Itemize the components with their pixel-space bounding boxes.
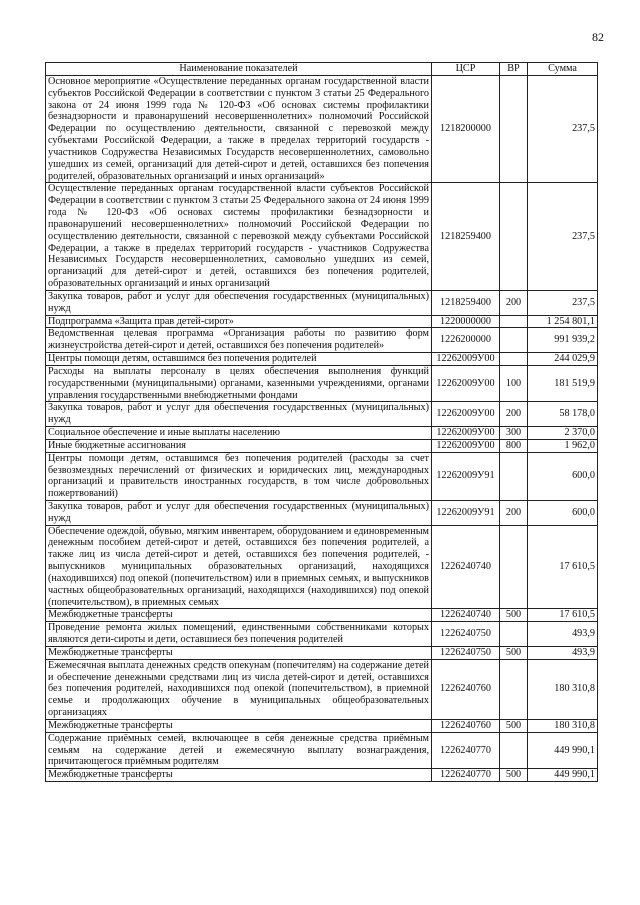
cell-csr: 1226240760: [432, 659, 500, 719]
cell-vr: 500: [500, 719, 528, 732]
cell-name: Обеспечение одеждой, обувью, мягким инвентарем, оборудованием и единовременным денежным пособием детей-сирот и детей, оставшихся без попечения родителей, а также лиц из числа детей-сирот и детей, оставшихся без попечения родителей, - выпускников муниципальных образовательных организаций, находящихся (находившихся) под опекой (попечительством) или в приемных семьях, и выпускников частных общеобразовательных организаций, находящихся (находившихся) под опекой (попечительством), в приемных семьях: [46, 525, 432, 609]
cell-sum: 237,5: [528, 76, 598, 183]
cell-sum: 2 370,0: [528, 427, 598, 440]
cell-csr: 1226200000: [432, 328, 500, 353]
cell-vr: 200: [500, 500, 528, 525]
cell-sum: 237,5: [528, 290, 598, 315]
table-row: [46, 76, 598, 183]
cell-sum: 237,5: [528, 183, 598, 290]
table-row: [46, 439, 598, 452]
cell-csr: 12262009У91: [432, 500, 500, 525]
cell-csr: 12262009У91: [432, 452, 500, 500]
table-row: [46, 315, 598, 328]
cell-vr: [500, 732, 528, 768]
cell-sum: 493,9: [528, 622, 598, 647]
cell-csr: 12262009У00: [432, 365, 500, 401]
cell-csr: 1226240750: [432, 646, 500, 659]
cell-name: Ведомственная целевая программа «Организация работы по развитию форм жизнеустройства детей-сирот и детей, оставшихся без попечения родителей»: [46, 328, 432, 353]
cell-name: Основное мероприятие «Осуществление переданных органам государственной власти субъектов Российской Федерации в соответствии с пунктом 3 статьи 25 Федерального закона от 24 июня 1999 года № 120-ФЗ «Об основах системы профилактики безнадзорности и правонарушений несовершеннолетних» полномочий Российской Федерации по осуществлению деятельности, связанной с перевозкой между субъектами Российской Федерации, а также в пределах территорий государств - участников Содружества Независимых Государств несовершеннолетних, самовольно ушедших из семей, организаций для детей-сирот и детей, оставшихся без попечения родителей, образовательных организаций и иных организаций»: [46, 76, 432, 183]
cell-sum: 493,9: [528, 646, 598, 659]
cell-sum: 244 029,9: [528, 353, 598, 366]
cell-csr: 1218200000: [432, 76, 500, 183]
cell-csr: 1226240770: [432, 732, 500, 768]
cell-sum: 600,0: [528, 500, 598, 525]
cell-csr: 1226240740: [432, 525, 500, 609]
cell-vr: 800: [500, 439, 528, 452]
cell-vr: 200: [500, 290, 528, 315]
cell-csr: 12262009У00: [432, 439, 500, 452]
cell-sum: 449 990,1: [528, 769, 598, 782]
header-csr: ЦСР: [432, 63, 500, 76]
cell-sum: 1 254 801,1: [528, 315, 598, 328]
cell-sum: 181 519,9: [528, 365, 598, 401]
header-name: Наименование показателей: [46, 63, 432, 76]
table-row: [46, 769, 598, 782]
cell-name: Закупка товаров, работ и услуг для обеспечения государственных (муниципальных) нужд: [46, 402, 432, 427]
cell-csr: 1226240770: [432, 769, 500, 782]
cell-name: Проведение ремонта жилых помещений, единственными собственниками которых являются дети-сироты и дети, оставшиеся без попечения родителей: [46, 622, 432, 647]
cell-name: Межбюджетные трансферты: [46, 719, 432, 732]
cell-sum: 991 939,2: [528, 328, 598, 353]
table-row: [46, 427, 598, 440]
cell-sum: 1 962,0: [528, 439, 598, 452]
cell-sum: 600,0: [528, 452, 598, 500]
cell-vr: 500: [500, 646, 528, 659]
cell-name: Ежемесячная выплата денежных средств опекунам (попечителям) на содержание детей и обеспечение денежными средствами лиц из числа детей-сирот и детей, оставшихся без попечения родителей, находившихся под опекой (попечительством), в приемной семье и продолжающих обучение в муниципальных общеобразовательных организациях: [46, 659, 432, 719]
cell-vr: [500, 76, 528, 183]
cell-csr: 1226240740: [432, 609, 500, 622]
budget-table: [45, 62, 598, 782]
table-header-row: [46, 63, 598, 76]
cell-csr: 1220000000: [432, 315, 500, 328]
table-row: [46, 402, 598, 427]
table-row: [46, 290, 598, 315]
table-row: [46, 646, 598, 659]
cell-vr: [500, 659, 528, 719]
cell-vr: [500, 328, 528, 353]
cell-vr: [500, 315, 528, 328]
cell-sum: 180 310,8: [528, 719, 598, 732]
cell-vr: [500, 525, 528, 609]
cell-sum: 17 610,5: [528, 525, 598, 609]
cell-csr: 12262009У00: [432, 402, 500, 427]
cell-vr: [500, 353, 528, 366]
cell-name: Расходы на выплаты персоналу в целях обеспечения выполнения функций государственными (муниципальными) органами, казенными учреждениями, органами управления государственными внебюджетными фондами: [46, 365, 432, 401]
table-row: [46, 609, 598, 622]
page-number: 82: [592, 30, 604, 44]
table-row: [46, 365, 598, 401]
table-row: [46, 659, 598, 719]
cell-name: Социальное обеспечение и иные выплаты населению: [46, 427, 432, 440]
cell-sum: 58 178,0: [528, 402, 598, 427]
cell-vr: 500: [500, 609, 528, 622]
table-row: [46, 732, 598, 768]
cell-csr: 1218259400: [432, 290, 500, 315]
table-row: [46, 452, 598, 500]
cell-name: Межбюджетные трансферты: [46, 646, 432, 659]
cell-name: Межбюджетные трансферты: [46, 609, 432, 622]
cell-csr: 1218259400: [432, 183, 500, 290]
table-row: [46, 183, 598, 290]
cell-csr: 1226240750: [432, 622, 500, 647]
cell-vr: 500: [500, 769, 528, 782]
cell-name: Закупка товаров, работ и услуг для обеспечения государственных (муниципальных) нужд: [46, 290, 432, 315]
cell-name: Осуществление переданных органам государственной власти субъектов Российской Федерации в соответствии с пунктом 3 статьи 25 Федерального закона от 24 июня 1999 года № 120-ФЗ «Об основах системы профилактики безнадзорности и правонарушений несовершеннолетних» полномочий Российской Федерации по осуществлению деятельности, связанной с перевозкой между субъектами Российской Федерации, а также в пределах территорий государств - участников Содружества Независимых Государств несовершеннолетних, самовольно ушедших из семей, организаций для детей-сирот и детей, оставшихся без попечения родителей, образовательных организаций и иных организаций: [46, 183, 432, 290]
cell-vr: 300: [500, 427, 528, 440]
header-sum: Сумма: [528, 63, 598, 76]
cell-csr: 12262009У00: [432, 353, 500, 366]
table-row: [46, 500, 598, 525]
cell-vr: 100: [500, 365, 528, 401]
table-row: [46, 622, 598, 647]
cell-name: Содержание приёмных семей, включающее в себя денежные средства приёмным семьям на содержание детей и ежемесячную выплату вознаграждения, причитающегося приёмным родителям: [46, 732, 432, 768]
cell-name: Подпрограмма «Защита прав детей-сирот»: [46, 315, 432, 328]
table-row: [46, 353, 598, 366]
cell-name: Межбюджетные трансферты: [46, 769, 432, 782]
table-row: [46, 328, 598, 353]
cell-vr: [500, 622, 528, 647]
table-row: [46, 525, 598, 609]
table-body: [46, 76, 598, 782]
cell-sum: 180 310,8: [528, 659, 598, 719]
cell-vr: 200: [500, 402, 528, 427]
cell-csr: 1226240760: [432, 719, 500, 732]
cell-sum: 449 990,1: [528, 732, 598, 768]
cell-sum: 17 610,5: [528, 609, 598, 622]
cell-name: Иные бюджетные ассигнования: [46, 439, 432, 452]
cell-name: Центры помощи детям, оставшимся без попечения родителей (расходы за счет безвозмездных перечислений от физических и юридических лиц, международных организаций и правительств иностранных государств, в том числе добровольных пожертвований): [46, 452, 432, 500]
header-vr: ВР: [500, 63, 528, 76]
cell-name: Центры помощи детям, оставшимся без попечения родителей: [46, 353, 432, 366]
cell-vr: [500, 452, 528, 500]
cell-csr: 12262009У00: [432, 427, 500, 440]
table-row: [46, 719, 598, 732]
cell-name: Закупка товаров, работ и услуг для обеспечения государственных (муниципальных) нужд: [46, 500, 432, 525]
cell-vr: [500, 183, 528, 290]
